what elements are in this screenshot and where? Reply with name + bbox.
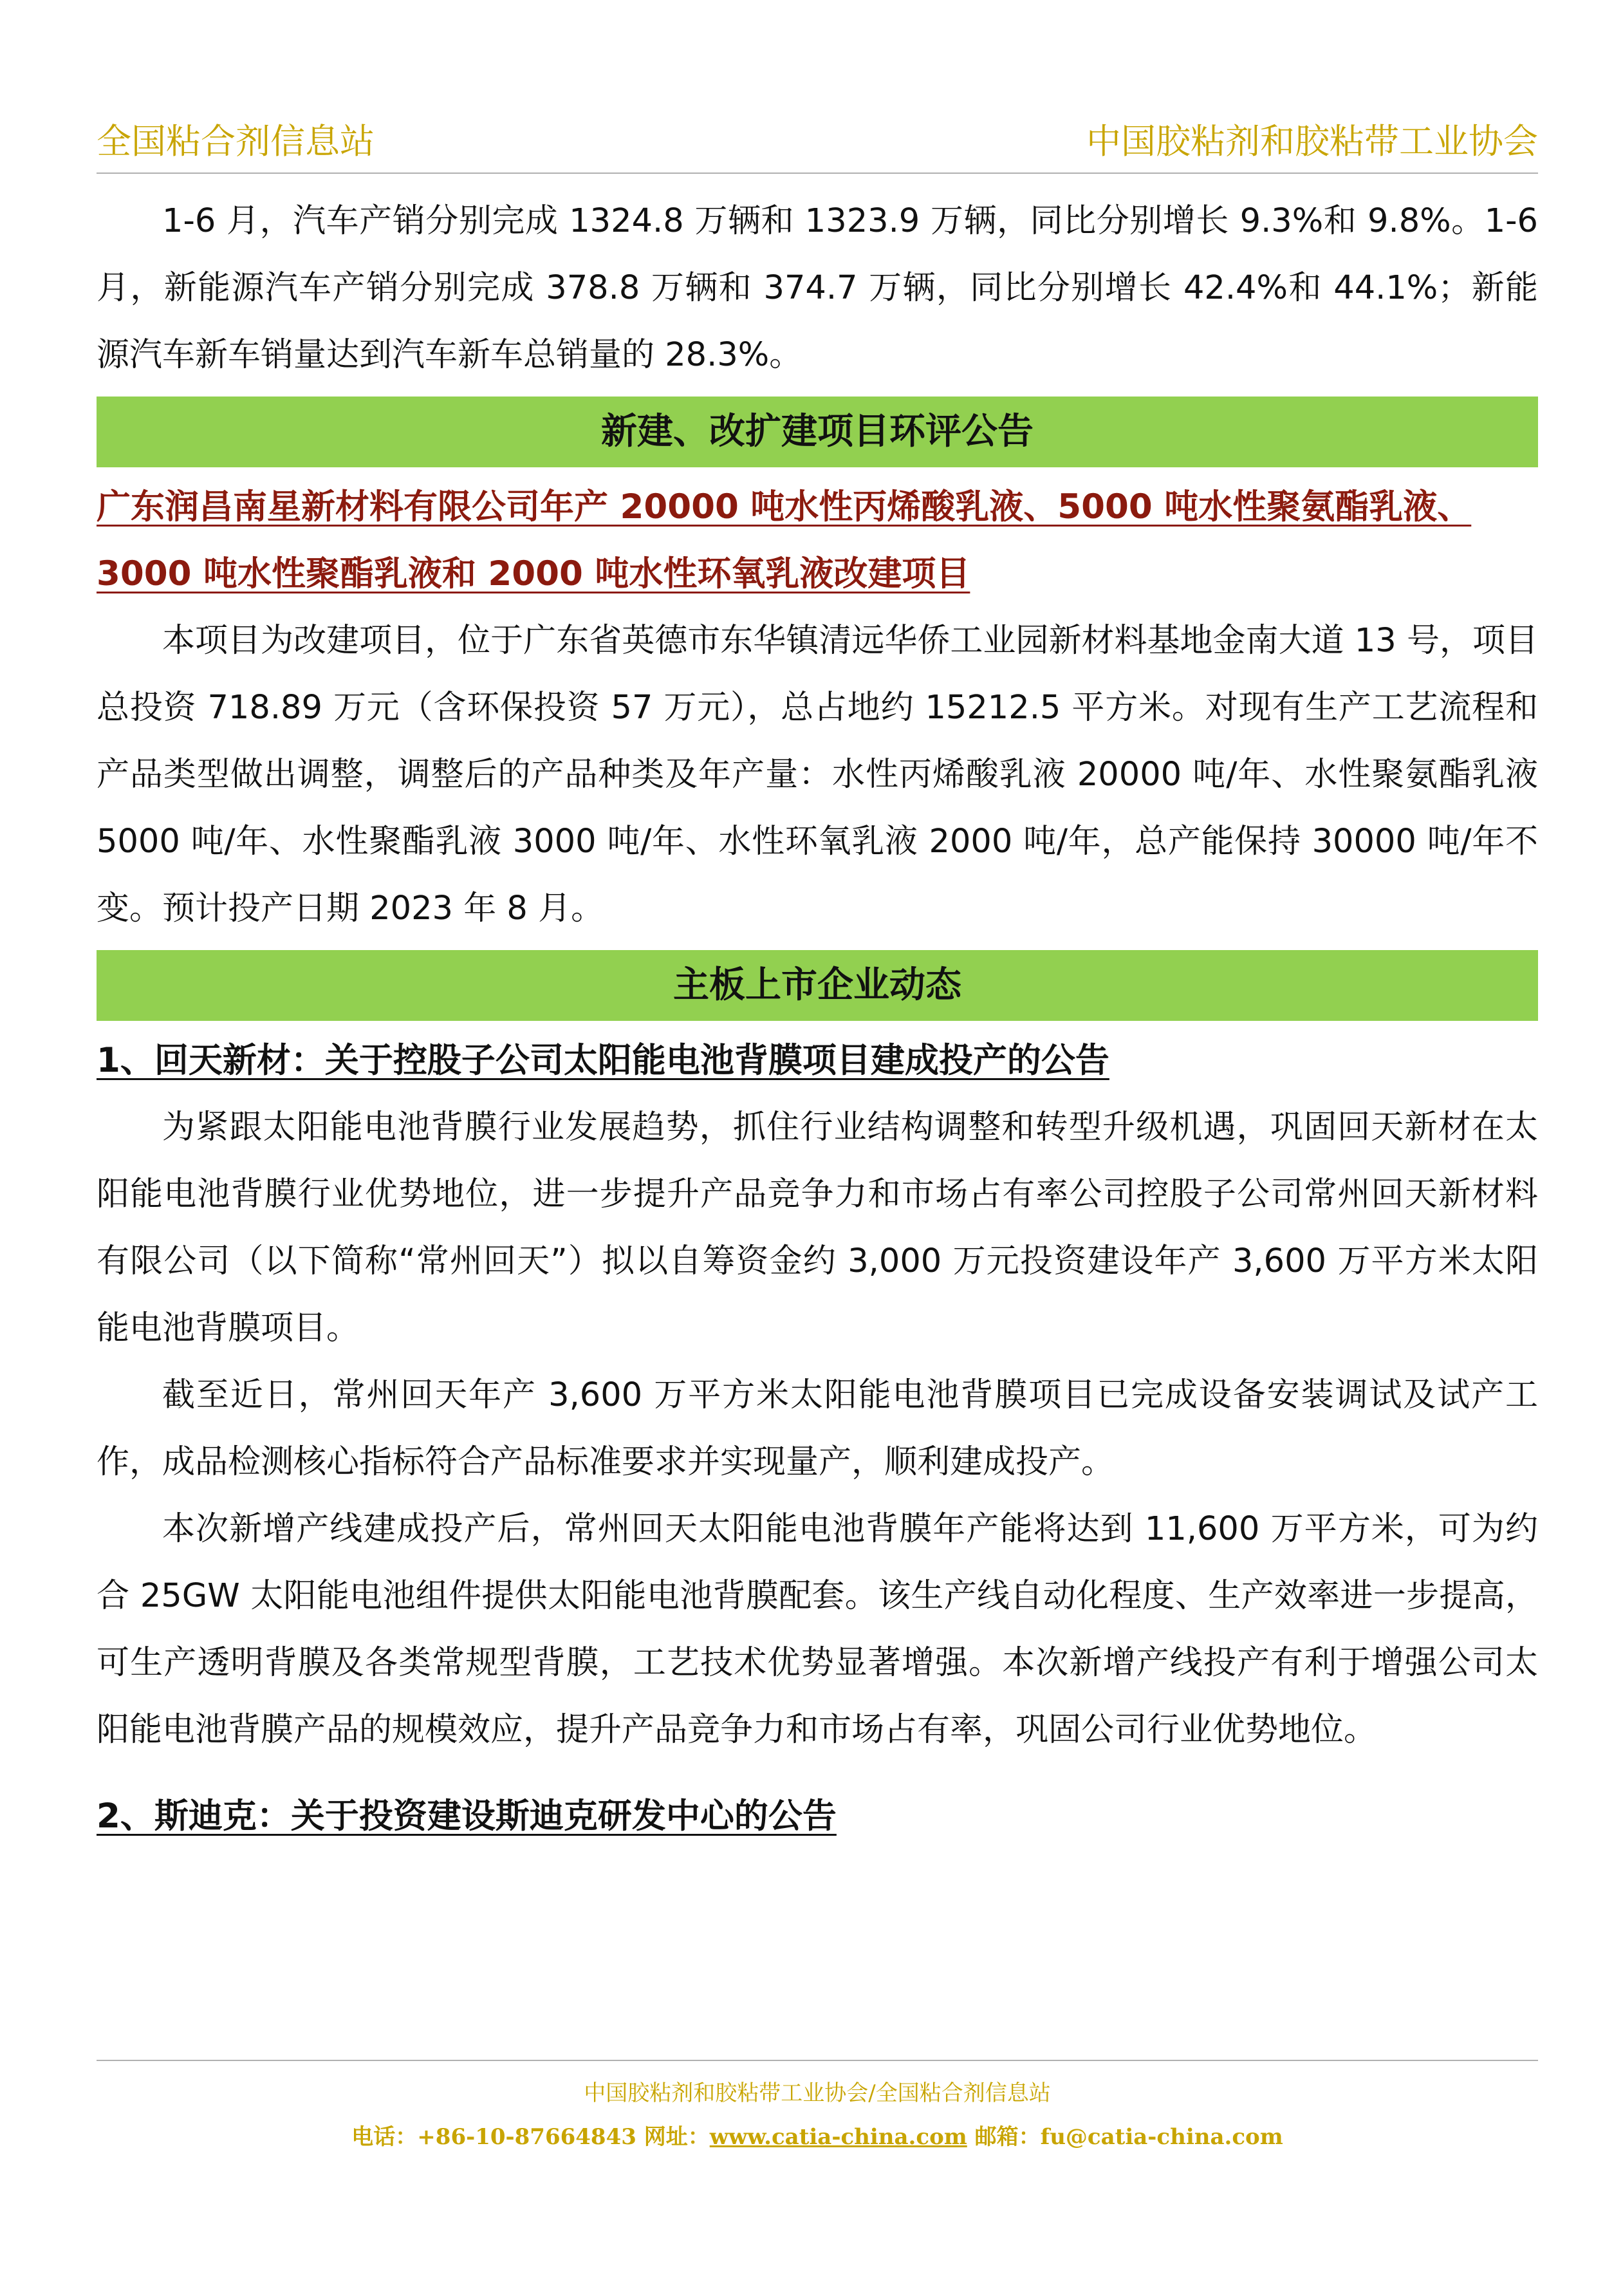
news-item-title-2: 2、斯迪克：关于投资建设斯迪克研发中心的公告	[97, 1797, 837, 1836]
document-page	[97, 0, 1538, 2296]
header-site-name: 全国粘合剂信息站	[97, 121, 375, 162]
page-header	[97, 115, 1538, 169]
section-heading-listed-companies: 主板上市企业动态	[97, 950, 1538, 1021]
section-heading-environmental: 新建、改扩建项目环评公告	[97, 397, 1538, 467]
news-item-1-paragraph-2: 截至近日，常州回天年产 3,600 万平方米太阳能电池背膜项目已完成设备安装调试及试产工作，成品检测核心指标符合产品标准要求并实现量产，顺利建成投产。	[97, 1376, 1538, 1481]
footer-divider	[97, 2060, 1538, 2061]
footer-phone: 电话：+86-10-87664843 网址：	[351, 2124, 710, 2150]
footer-contact	[97, 2118, 1538, 2156]
news-item-1-paragraph-3: 本次新增产线建成投产后，常州回天太阳能电池背膜年产能将达到 11,600 万平方米，可为约合 25GW 太阳能电池组件提供太阳能电池背膜配套。该生产线自动化程度、生产效率进一步提高，可生产透明背膜及各类常规型背膜，工艺技术优势显著增强。本次新增产线投产有利于增强公司太阳能电池背膜产品的规模效应，提升产品竞争力和市场占有率，巩固公司行业优势地位。	[97, 1510, 1538, 1749]
footer-organization: 中国胶粘剂和胶粘带工业协会/全国粘合剂信息站	[584, 2080, 1051, 2106]
intro-paragraph: 1-6 月，汽车产销分别完成 1324.8 万辆和 1323.9 万辆，同比分别增长 9.3%和 9.8%。1-6 月，新能源汽车产销分别完成 378.8 万辆和 374.7 万辆，同比分别增长 42.4%和 44.1%；新能源汽车新车销量达到汽车新车总销量的 28.3%。	[97, 202, 1538, 374]
news-item-title-1: 1、回天新材：关于控股子公司太阳能电池背膜项目建成投产的公告	[97, 1041, 1109, 1080]
project-paragraph: 本项目为改建项目，位于广东省英德市东华镇清远华侨工业园新材料基地金南大道 13 号，项目总投资 718.89 万元（含环保投资 57 万元），总占地约 15212.5 平方米。对现有生产工艺流程和产品类型做出调整，调整后的产品种类及年产量：水性丙烯酸乳液 20000 吨/年、水性聚氨酯乳液 5000 吨/年、水性聚酯乳液 3000 吨/年、水性环氧乳液 2000 吨/年，总产能保持 30000 吨/年不变。预计投产日期 2023 年 8 月。	[97, 622, 1538, 928]
footer-website-link[interactable]: www.catia-china.com	[709, 2124, 967, 2150]
header-divider	[97, 173, 1538, 174]
project-title: 广东润昌南星新材料有限公司年产 20000 吨水性丙烯酸乳液、5000 吨水性聚氨酯乳液、3000 吨水性聚酯乳液和 2000 吨水性环氧乳液改建项目	[97, 487, 1472, 593]
header-association-name: 中国胶粘剂和胶粘带工业协会	[1086, 121, 1538, 162]
footer-email: 邮箱：fu@catia-china.com	[967, 2124, 1283, 2150]
news-item-1-paragraph-1: 为紧跟太阳能电池背膜行业发展趋势，抓住行业结构调整和转型升级机遇，巩固回天新材在太阳能电池背膜行业优势地位，进一步提升产品竞争力和市场占有率公司控股子公司常州回天新材料有限公司（以下简称“常州回天”）拟以自筹资金约 3,000 万元投资建设年产 3,600 万平方米太阳能电池背膜项目。	[97, 1108, 1538, 1347]
page-content	[97, 188, 1538, 1850]
